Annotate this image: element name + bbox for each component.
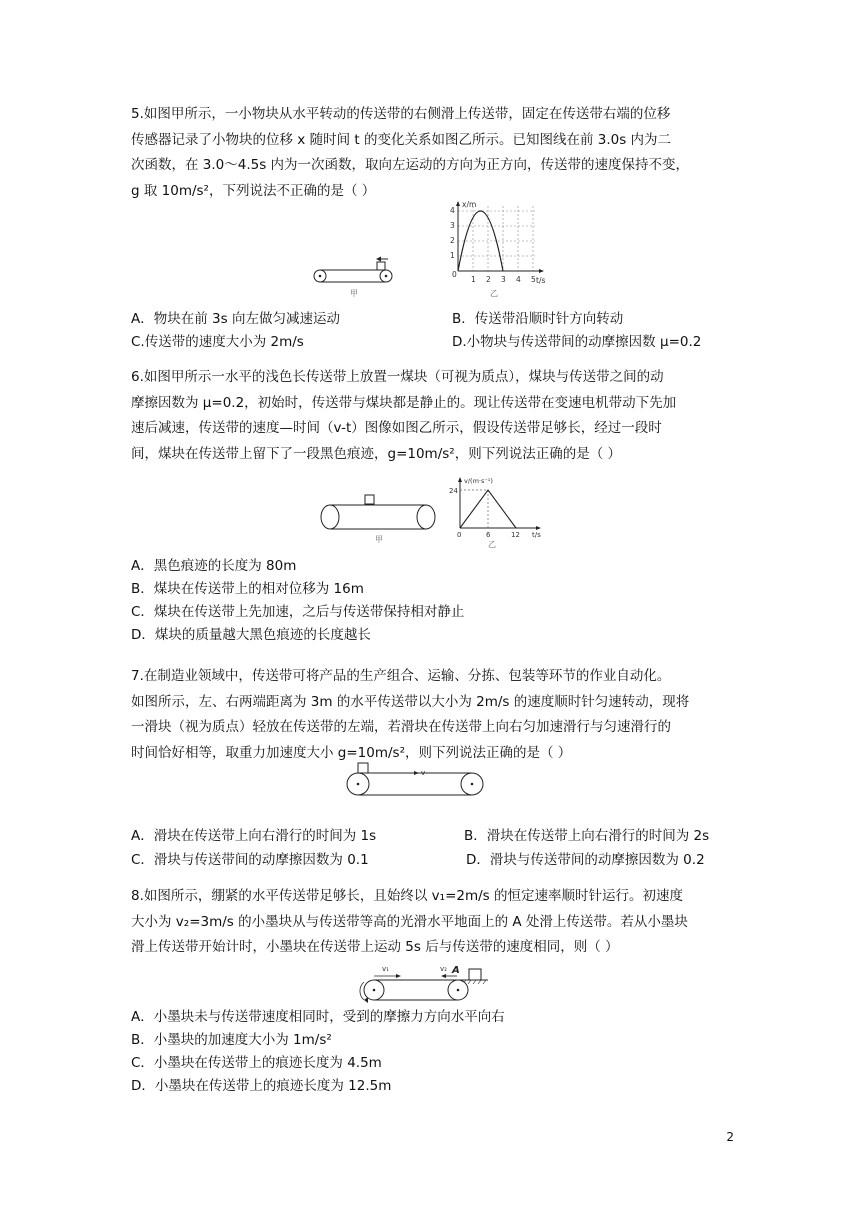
q6-option-a: A．黑色痕迹的长度为 80m bbox=[131, 558, 297, 574]
q5-option-d: D.小物块与传送带间的动摩擦因数 μ=0.2 bbox=[452, 334, 702, 350]
q5-graph-ytick-4: 4 bbox=[450, 206, 455, 215]
q6-stem-line-3: 速后减速，传送带的速度—时间（v-t）图像如图乙所示，假设传送带足够长，经过一段时 bbox=[131, 420, 662, 436]
q5-block bbox=[377, 262, 385, 270]
q5-graph-ylabel: x/m bbox=[462, 200, 477, 209]
q5-figure-jia bbox=[310, 253, 400, 303]
q5-option-c: C.传送带的速度大小为 2m/s bbox=[131, 334, 304, 350]
q5-graph-xlabel: t/s bbox=[536, 276, 546, 285]
q7-stem bbox=[131, 664, 733, 766]
q7-stem-line-4: 时间恰好相等，取重力加速度大小 g=10m/s²，则下列说法正确的是（ ） bbox=[131, 744, 572, 761]
q5-graph-xtick-4: 4 bbox=[516, 275, 521, 284]
q8-option-d: D．小墨块在传送带上的痕迹长度为 12.5m bbox=[131, 1078, 392, 1094]
q8-point-a-label: A bbox=[452, 965, 460, 976]
q8-option-a: A．小墨块未与传送带速度相同时，受到的摩擦力方向水平向右 bbox=[131, 1009, 505, 1025]
q5-stem-line-4: g 取 10m/s²，下列说法不正确的是（ ） bbox=[131, 182, 376, 199]
q7-option-c: C．滑块与传送带间的动摩擦因数为 0.1 bbox=[131, 852, 369, 868]
q6-right-roller bbox=[417, 505, 435, 529]
q8-stem-line-1: 8.如图所示，绷紧的水平传送带足够长，且始终以 v₁=2m/s 的恒定速率顺时针运行。初速度 bbox=[131, 888, 683, 904]
q8-figure bbox=[354, 962, 494, 1004]
q5-graph-xtick-5: 5 bbox=[531, 275, 536, 284]
q7-stem-line-2: 如图所示，左、右两端距离为 3m 的水平传送带以大小为 2m/s 的速度顺时针匀速转动，现将 bbox=[131, 693, 690, 710]
q7-stem-line-3: 一滑块（视为质点）轻放在传送带的左端，若滑块在传送带上向右匀加速滑行与匀速滑行的 bbox=[131, 719, 671, 735]
q7-stem-line-1: 7.在制造业领域中，传送带可将产品的生产组合、运输、分拣、包装等环节的作业自动化。 bbox=[131, 668, 671, 684]
q5-graph-ytick-1: 1 bbox=[450, 251, 455, 260]
q6-fig-yi-label: 乙 bbox=[488, 540, 496, 549]
q5-option-a: A．物块在前 3s 向左做匀减速运动 bbox=[131, 311, 340, 327]
q5-stem-line-3: 次函数，在 3.0～4.5s 内为一次函数，取向左运动的方向为正方向，传送带的速度保持不变， bbox=[131, 157, 690, 173]
q6-figure-jia bbox=[318, 492, 443, 544]
q6-stem-line-2: 摩擦因数为 μ=0.2，初始时，传送带与煤块都是静止的。现让传送带在变速电机带动下先加 bbox=[131, 394, 677, 411]
q8-stem-line-2: 大小为 v₂=3m/s 的小墨块从与传送带等高的光滑水平地面上的 A 处滑上传送带。若从小墨块 bbox=[131, 913, 688, 930]
q5-stem-line-1: 5.如图甲所示，一小物块从水平转动的传送带的右侧滑上传送带，固定在传送带右端的位移 bbox=[131, 106, 671, 122]
q7-slider-block bbox=[358, 763, 368, 773]
q5-option-b: B．传送带沿顺时针方向转动 bbox=[452, 311, 624, 327]
q5-figure-yi-graph bbox=[440, 198, 550, 303]
q8-option-c: C．小墨块在传送带上的痕迹长度为 4.5m bbox=[131, 1055, 382, 1071]
q6-graph-xtick-12: 12 bbox=[511, 531, 520, 539]
q5-graph-ytick-2: 2 bbox=[450, 236, 455, 245]
q6-stem bbox=[131, 365, 733, 467]
q7-option-a: A．滑块在传送带上向右滑行的时间为 1s bbox=[131, 828, 377, 844]
q5-stem bbox=[131, 102, 733, 204]
q7-option-b: B．滑块在传送带上向右滑行的时间为 2s bbox=[464, 828, 710, 844]
q6-left-roller bbox=[321, 505, 339, 529]
q6-figure-yi-graph bbox=[448, 476, 548, 550]
q6-graph-xtick-6: 6 bbox=[486, 531, 491, 539]
q6-option-d: D．煤块的质量越大黑色痕迹的长度越长 bbox=[131, 627, 371, 643]
q8-stem-line-3: 滑上传送带开始计时，小墨块在传送带上运动 5s 后与传送带的速度相同，则（ ） bbox=[131, 939, 619, 955]
q5-fig-yi-label: 乙 bbox=[490, 289, 498, 298]
q6-graph-xlabel: t/s bbox=[532, 531, 541, 539]
q7-figure bbox=[344, 760, 494, 800]
q6-graph-ylabel: v/(m·s⁻¹) bbox=[464, 477, 493, 485]
q8-option-b: B．小墨块的加速度大小为 1m/s² bbox=[131, 1032, 332, 1048]
q8-v2-label: v₂ bbox=[440, 965, 447, 973]
q8-rotation-arrow bbox=[360, 982, 364, 1000]
q6-option-b: B．煤块在传送带上的相对位移为 16m bbox=[131, 581, 364, 597]
q6-fig-jia-label: 甲 bbox=[375, 535, 383, 544]
q8-stem bbox=[131, 884, 733, 961]
q7-velocity-label: v bbox=[421, 769, 426, 777]
q5-stem-line-2: 传感器记录了小物块的位移 x 随时间 t 的变化关系如图乙所示。已知图线在前 3.0s 内为二 bbox=[131, 131, 672, 148]
q6-graph-xtick-0: 0 bbox=[457, 531, 462, 539]
q7-option-d: D．滑块与传送带间的动摩擦因数为 0.2 bbox=[466, 852, 705, 868]
q5-graph-xtick-1: 1 bbox=[471, 275, 476, 284]
q5-graph-xtick-3: 3 bbox=[501, 275, 506, 284]
q5-graph-origin: 0 bbox=[452, 270, 457, 279]
q6-stem-line-4: 间，煤块在传送带上留下了一段黑色痕迹，g=10m/s²，则下列说法正确的是（ ） bbox=[131, 445, 621, 462]
q5-graph-curve bbox=[458, 211, 503, 271]
q6-stem-line-1: 6.如图甲所示一水平的浅色长传送带上放置一煤块（可视为质点），煤块与传送带之间的动 bbox=[131, 369, 664, 385]
q5-fig-jia-label: 甲 bbox=[350, 289, 358, 298]
q6-option-c: C．煤块在传送带上先加速，之后与传送带保持相对静止 bbox=[131, 604, 465, 620]
q6-coal-block bbox=[365, 495, 374, 504]
q5-graph-xtick-2: 2 bbox=[486, 275, 491, 284]
q8-ink-block bbox=[469, 969, 481, 980]
page-number: 2 bbox=[726, 1130, 734, 1144]
q5-graph-ytick-3: 3 bbox=[450, 221, 455, 230]
q6-graph-ytick-24: 24 bbox=[449, 487, 458, 495]
q8-v1-label: v₁ bbox=[382, 965, 389, 973]
